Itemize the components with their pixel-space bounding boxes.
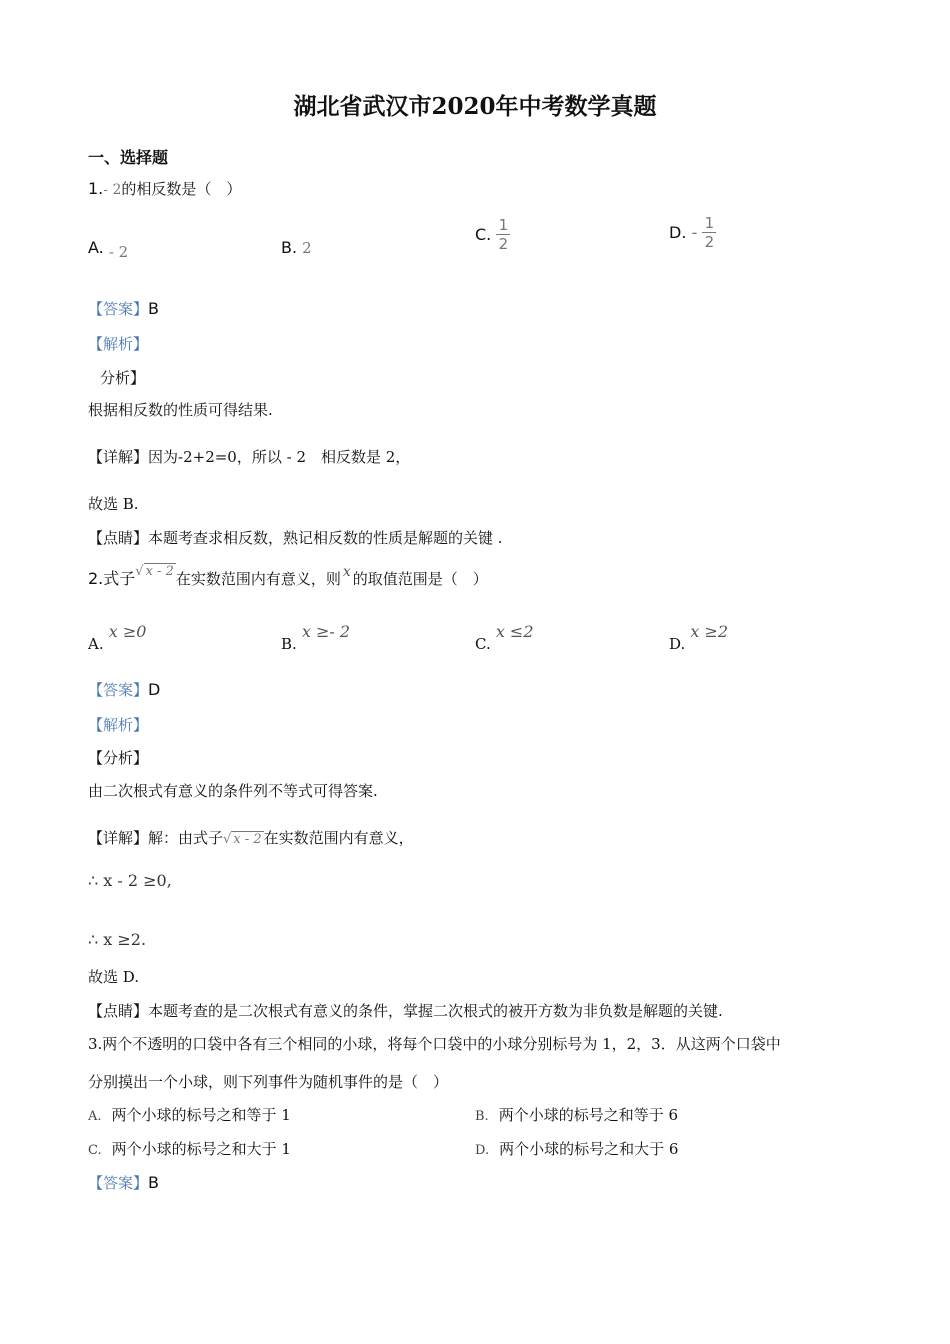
- q2-answer: 【答案】D: [88, 680, 161, 699]
- question-3-stem-line1: 3.两个不透明的口袋中各有三个相同的小球，将每个口袋中的小球分别标号为 1，2，3．从这两个口袋中: [88, 1035, 781, 1053]
- q3-option-c: C. 两个小球的标号之和大于 1: [88, 1140, 291, 1158]
- q2-fenxi-tag: 【分析】: [88, 749, 149, 767]
- q1-fenxi-text: 根据相反数的性质可得结果.: [88, 401, 273, 419]
- q2-option-d: D. x ≥2: [669, 622, 729, 653]
- q2-conclusion: 故选 D.: [88, 968, 140, 986]
- q2-option-a: A. x ≥0: [88, 622, 147, 653]
- q1-option-d: D. - $\frac{1}{2}$: [669, 214, 716, 251]
- q1-detail: 【详解】因为-2+2=0，所以 - 2 相反数是 2，: [88, 448, 411, 466]
- q2-fenxi-text: 由二次根式有意义的条件列不等式可得答案.: [88, 782, 378, 800]
- q2-detail: 【详解】解：由式子√ x - 2 在实数范围内有意义，: [88, 829, 414, 847]
- q2-step-2: ∴ x ≥2.: [88, 930, 147, 949]
- q1-conclusion: 故选 B.: [88, 495, 139, 513]
- q2-analysis-tag: 【解析】: [88, 716, 149, 734]
- q3-answer: 【答案】B: [88, 1173, 159, 1192]
- q1-option-b: B. 2: [281, 238, 312, 257]
- q2-option-b: B. x ≥- 2: [281, 622, 351, 653]
- sqrt-expression: √ x - 2: [223, 832, 262, 847]
- q1-option-c: C. $\frac{1}{2}$: [475, 216, 510, 253]
- q3-option-b: B. 两个小球的标号之和等于 6: [475, 1106, 679, 1124]
- q1-analysis-tag: 【解析】: [88, 335, 149, 353]
- q1-option-a: A. - 2: [88, 238, 129, 261]
- sqrt-expression: √ x - 2: [135, 564, 174, 579]
- q1-answer: 【答案】B: [88, 299, 159, 318]
- question-2-stem: 2.式子√ x - 2 在实数范围内有意义，则 x 的取值范围是（ ）: [88, 564, 488, 588]
- q3-option-a: A. 两个小球的标号之和等于 1: [88, 1106, 291, 1124]
- q1-comment: 【点睛】本题考查求相反数，熟记相反数的性质是解题的关键 .: [88, 529, 503, 547]
- q2-option-c: C. x ≤2: [475, 622, 534, 653]
- question-1-stem: 1.- 2的相反数是（ ）: [88, 179, 242, 198]
- fraction-one-half: $\frac{1}{2}$: [702, 214, 716, 251]
- q2-comment: 【点睛】本题考查的是二次根式有意义的条件，掌握二次根式的被开方数为非负数是解题的关键.: [88, 1002, 723, 1020]
- q3-option-d: D. 两个小球的标号之和大于 6: [475, 1140, 679, 1158]
- page-title: 湖北省武汉市2020年中考数学真题: [293, 93, 657, 120]
- q1-fenxi-tag: 分析】: [100, 369, 146, 387]
- question-3-stem-line2: 分别摸出一个小球，则下列事件为随机事件的是（ ）: [88, 1073, 449, 1091]
- fraction-one-half: $\frac{1}{2}$: [496, 216, 510, 253]
- q2-step-1: ∴ x - 2 ≥0,: [88, 871, 172, 890]
- section-heading: 一、选择题: [88, 148, 169, 167]
